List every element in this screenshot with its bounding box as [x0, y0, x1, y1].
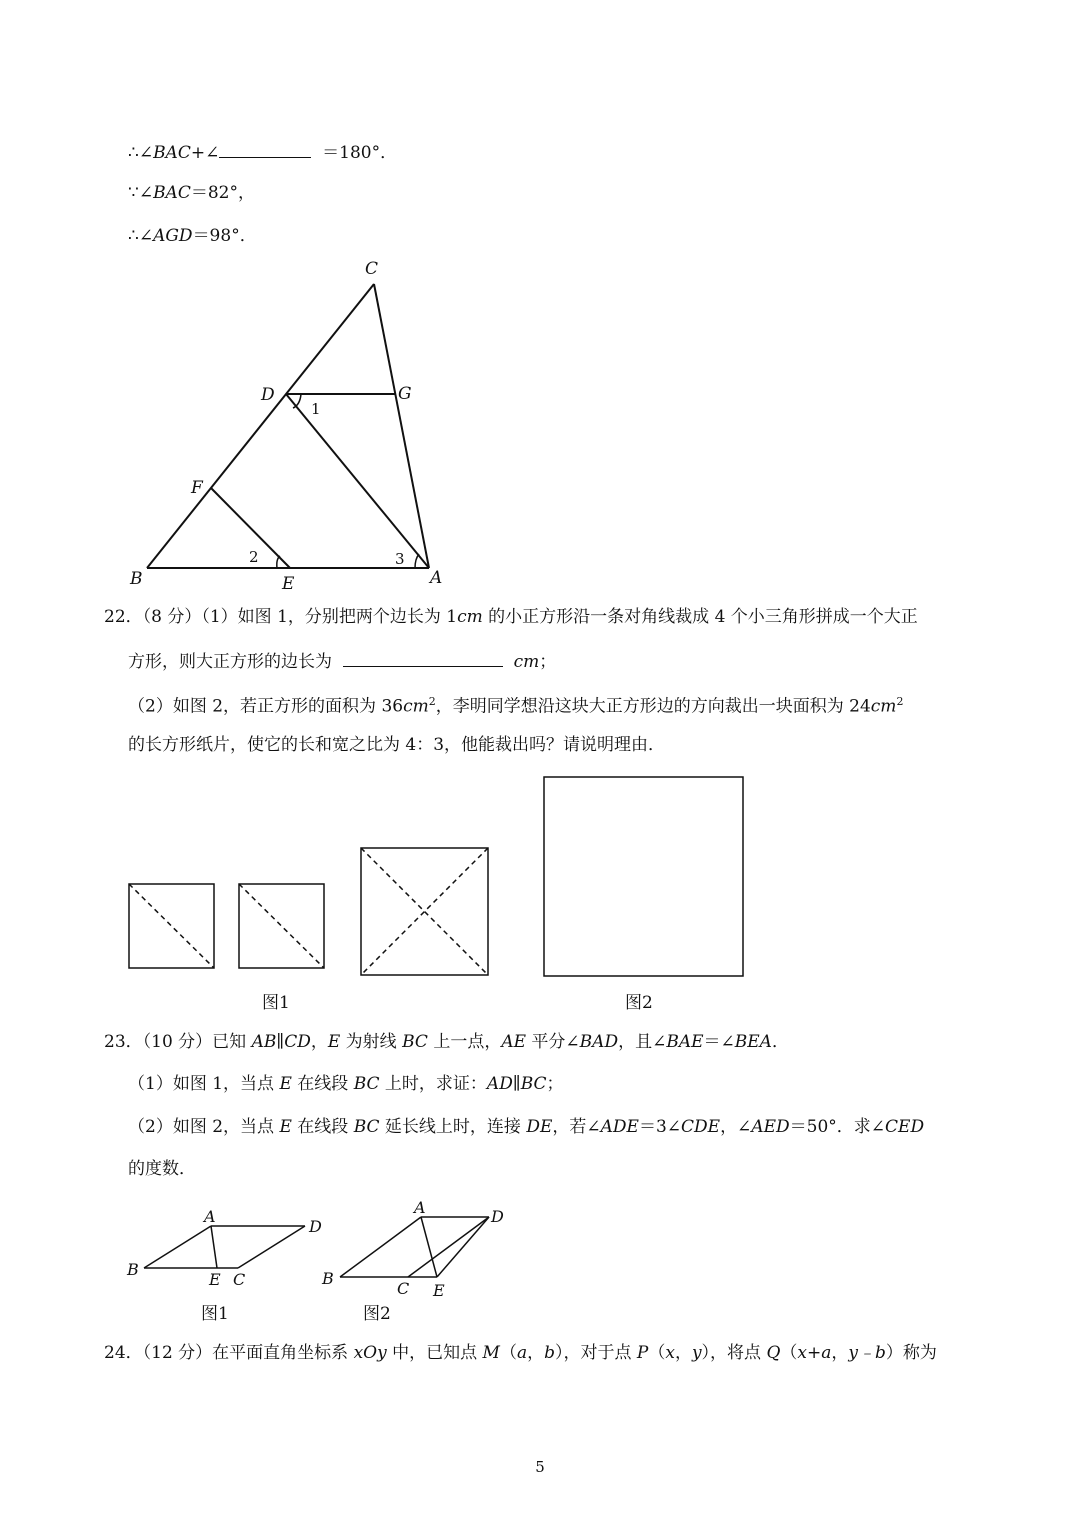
- fig2-caption: 图2: [625, 993, 653, 1013]
- fig1-seg-ba: [144, 1226, 211, 1268]
- angle-arc-1: [293, 394, 301, 408]
- proof-step-3: ∴∠AGD＝98°．: [128, 226, 257, 246]
- large-diagonal-2: [361, 848, 488, 975]
- angle-label-2: 2: [249, 548, 259, 566]
- answer-blank[interactable]: [219, 139, 311, 158]
- q24-line-1: 24．（12 分）在平面直角坐标系 xOy 中，已知点 M（a，b），对于点 P（x，y），将点 Q（x+a，y﹣b）称为: [104, 1343, 937, 1363]
- q22-line-1: 22．（8 分）（1）如图 1，分别把两个边长为 1cm 的小正方形沿一条对角线裁成 4 个小三角形拼成一个大正: [104, 607, 918, 627]
- fig1-caption: 图1: [262, 993, 290, 1013]
- label-g: G: [398, 384, 412, 404]
- fig1-label-b: B: [127, 1260, 139, 1279]
- fig1-label-c: C: [233, 1270, 246, 1289]
- angle-label-3: 3: [395, 550, 405, 568]
- q22-line-3: （2）如图 2，若正方形的面积为 $36cm^2$，李明同学想沿这块大正方形边的方向裁出一块面积为 $24cm^2$: [128, 695, 904, 717]
- fig2-square: [544, 777, 743, 976]
- segment-fe: [211, 488, 290, 568]
- small-square-1: [129, 884, 214, 968]
- label-e: E: [282, 574, 295, 594]
- label-d: D: [261, 385, 275, 405]
- label-b: B: [130, 569, 143, 589]
- q23-fig1-caption: 图1: [201, 1304, 229, 1324]
- page-number: 5: [535, 1458, 545, 1476]
- label-c: C: [365, 259, 379, 279]
- angle-label-1: 1: [311, 400, 321, 418]
- fig2-label-e: E: [433, 1281, 445, 1300]
- answer-blank-q22[interactable]: [343, 648, 503, 667]
- q23-line-4: 的度数．: [128, 1159, 196, 1179]
- fig1-label-a: A: [204, 1207, 216, 1226]
- segment-da: [286, 394, 429, 568]
- q22-line-2: 方形，则大正方形的边长为 cm；: [128, 648, 556, 674]
- fig2-label-b: B: [322, 1269, 334, 1288]
- label-a: A: [430, 568, 443, 588]
- fig1-seg-ae: [211, 1226, 217, 1268]
- fig2-label-c: C: [397, 1279, 410, 1298]
- fig1-seg-dc: [238, 1226, 305, 1268]
- large-square: [361, 848, 488, 975]
- diagonal-1: [129, 884, 214, 968]
- fig2-seg-dc: [408, 1217, 489, 1277]
- diagonal-2: [239, 884, 324, 968]
- segment-bc: [147, 284, 374, 568]
- proof-step-1: ∴∠BAC+∠ ＝180°．: [128, 139, 397, 165]
- q23-line-3: （2）如图 2，当点 E 在线段 BC 延长线上时，连接 DE，若∠ADE＝3∠CDE，∠AED＝50°．求∠CED: [128, 1117, 925, 1137]
- q23-line-1: 23．（10 分）已知 AB∥CD，E 为射线 BC 上一点，AE 平分∠BAD，且∠BAE＝∠BEA．: [104, 1032, 789, 1052]
- large-diagonal-1: [361, 848, 488, 975]
- segment-ca: [374, 284, 429, 568]
- q23-line-2: （1）如图 1，当点 E 在线段 BC 上时，求证：AD∥BC；: [128, 1074, 564, 1094]
- fig2-label-d: D: [491, 1207, 504, 1226]
- angle-arc-3: [415, 554, 419, 568]
- fig2-seg-de: [437, 1217, 489, 1277]
- fig1-label-d: D: [309, 1217, 322, 1236]
- q23-fig2-caption: 图2: [363, 1304, 391, 1324]
- fig2-seg-ba: [340, 1217, 421, 1277]
- fig1-label-e: E: [209, 1270, 221, 1289]
- label-f: F: [191, 478, 203, 498]
- q22-line-4: 的长方形纸片，使它的长和宽之比为 4：3，他能裁出吗？请说明理由．: [128, 735, 666, 755]
- small-square-2: [239, 884, 324, 968]
- fig2-label-a: A: [414, 1198, 426, 1217]
- fig2-seg-ae: [421, 1217, 437, 1277]
- proof-step-2: ∵∠BAC＝82°，: [128, 183, 255, 203]
- angle-arc-2: [277, 556, 280, 568]
